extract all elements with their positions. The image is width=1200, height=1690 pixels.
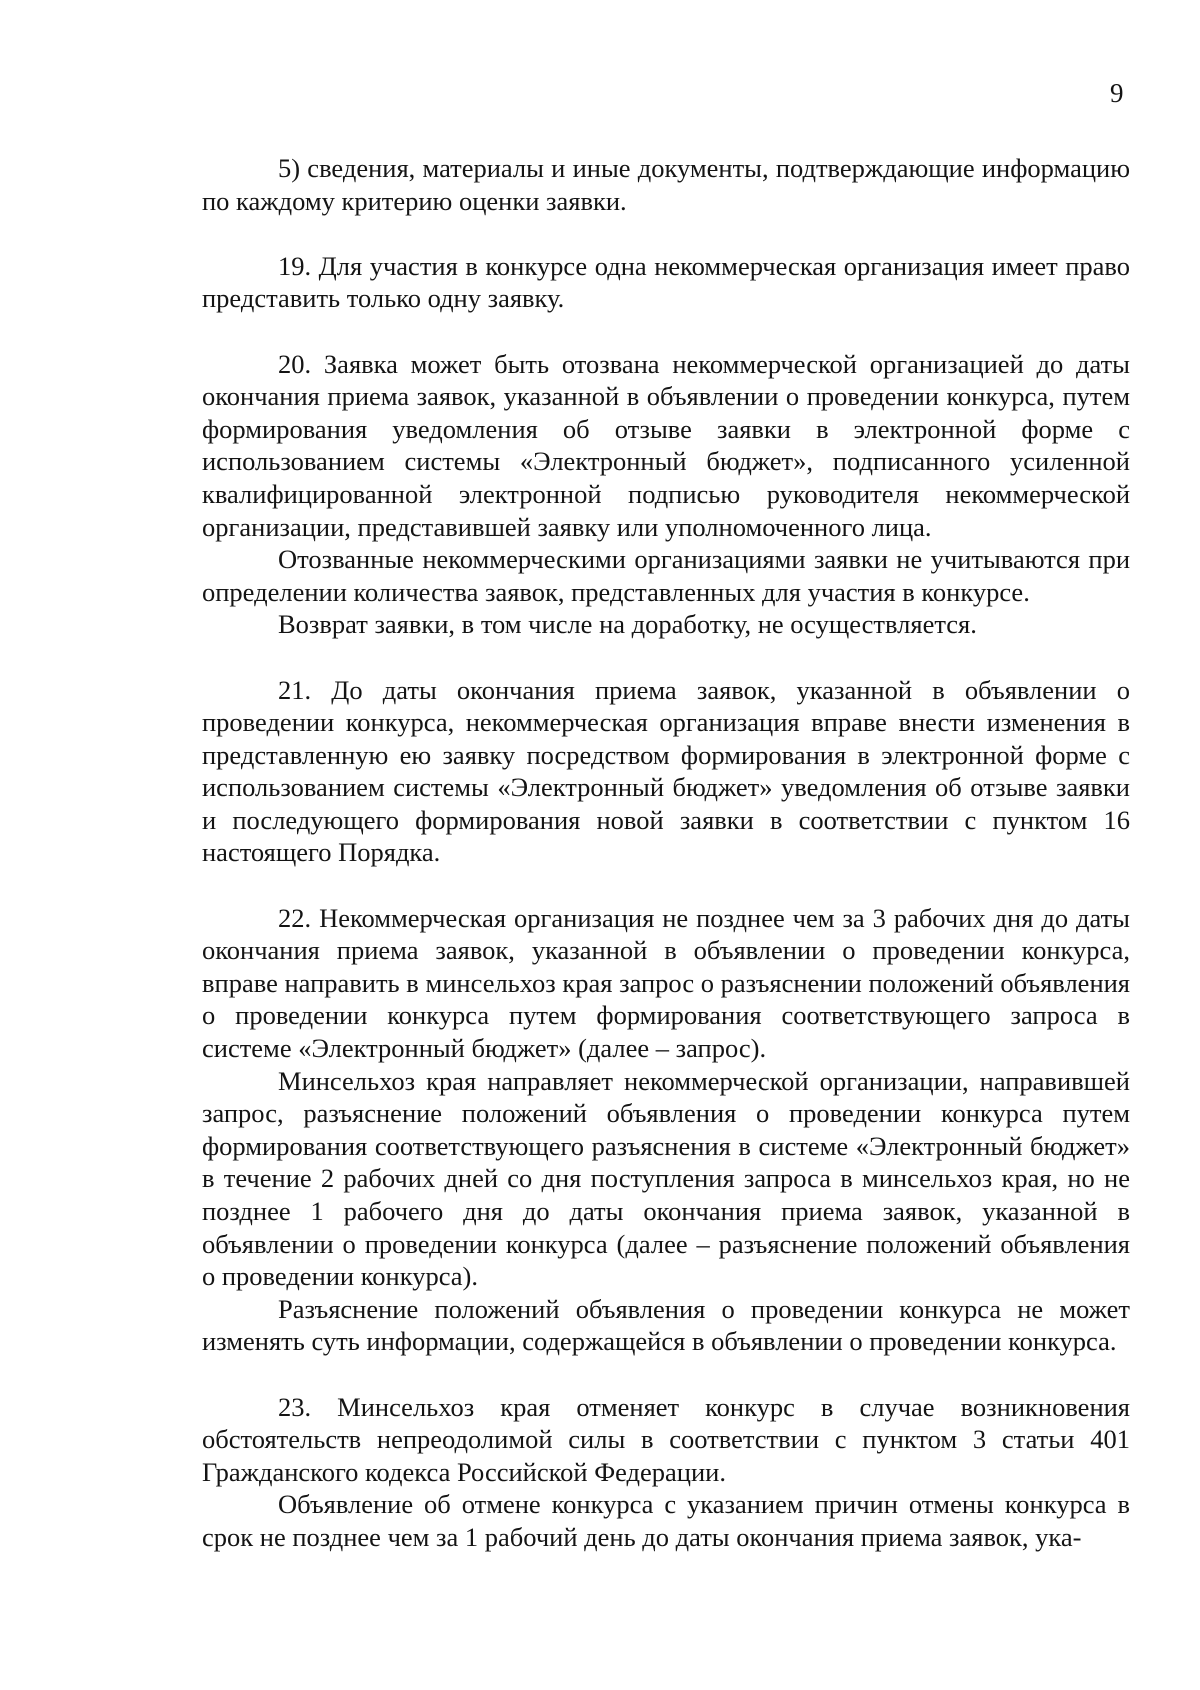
section-item-20: [202, 348, 1130, 641]
section-item-5: [202, 152, 1130, 217]
paragraph: 22. Некоммерческая организация не позднее чем за 3 рабочих дня до даты окончания приема заявок, указанной в объявлении о проведении конкурса, вправе направить в минсельхоз края запрос о разъяснении положений объявления о проведении конкурса путем формирования соответствующего запроса в системе «Электронный бюджет» (далее – запрос).: [202, 902, 1130, 1064]
paragraph: Минсельхоз края направляет некоммерческой организации, направившей запрос, разъяснение положений объявления о проведении конкурса путем формирования соответствующего разъяснения в системе «Электронный бюджет» в течение 2 рабочих дней со дня поступления запроса в минсельхоз края, но не позднее 1 рабочего дня до даты окончания приема заявок, указанной в объявлении о проведении конкурса (далее – разъяснение положений объявления о проведении конкурса).: [202, 1065, 1130, 1292]
paragraph: Отозванные некоммерческими организациями заявки не учитываются при определении количества заявок, представленных для участия в конкурсе.: [202, 544, 1130, 607]
paragraph: 20. Заявка может быть отозвана некоммерческой организацией до даты окончания приема заявок, указанной в объявлении о проведении конкурса, путем формирования уведомления об отзыве заявки в электронной форме с использованием системы «Электронный бюджет», подписанного усиленной квалифицированной электронной подписью руководителя некоммерческой организации, представившей заявку или уполномоченного лица.: [202, 348, 1130, 542]
paragraph: 21. До даты окончания приема заявок, указанной в объявлении о проведении конкурса, некоммерческая организация вправе внести изменения в представленную ею заявку посредством формирования в электронной форме с использованием системы «Электронный бюджет» уведомления об отзыве заявки и последующего формирования новой заявки в соответствии с пунктом 16 настоящего Порядка.: [202, 674, 1130, 868]
section-item-22: [202, 902, 1130, 1358]
document-body: [202, 152, 1130, 1586]
section-item-19: [202, 250, 1130, 315]
paragraph: Разъяснение положений объявления о проведении конкурса не может изменять суть информации, содержащейся в объявлении о проведении конкурса.: [202, 1293, 1130, 1357]
section-item-21: [202, 674, 1130, 870]
paragraph: Объявление об отмене конкурса с указанием причин отмены конкурса в срок не позднее чем за 1 рабочий день до даты окончания приема заявок, ука-: [202, 1489, 1130, 1552]
section-item-23: [202, 1391, 1130, 1554]
page-number: 9: [1110, 78, 1124, 108]
paragraph: 23. Минсельхоз края отменяет конкурс в случае возникновения обстоятельств непреодолимой силы в соответствии с пунктом 3 статьи 401 Гражданского кодекса Российской Федерации.: [202, 1391, 1130, 1487]
paragraph: 19. Для участия в конкурсе одна некоммерческая организация имеет право представить только одну заявку.: [202, 250, 1130, 314]
paragraph: Возврат заявки, в том числе на доработку, не осуществляется.: [278, 609, 977, 640]
paragraph: 5) сведения, материалы и иные документы, подтверждающие информацию по каждому критерию оценки заявки.: [202, 153, 1130, 216]
